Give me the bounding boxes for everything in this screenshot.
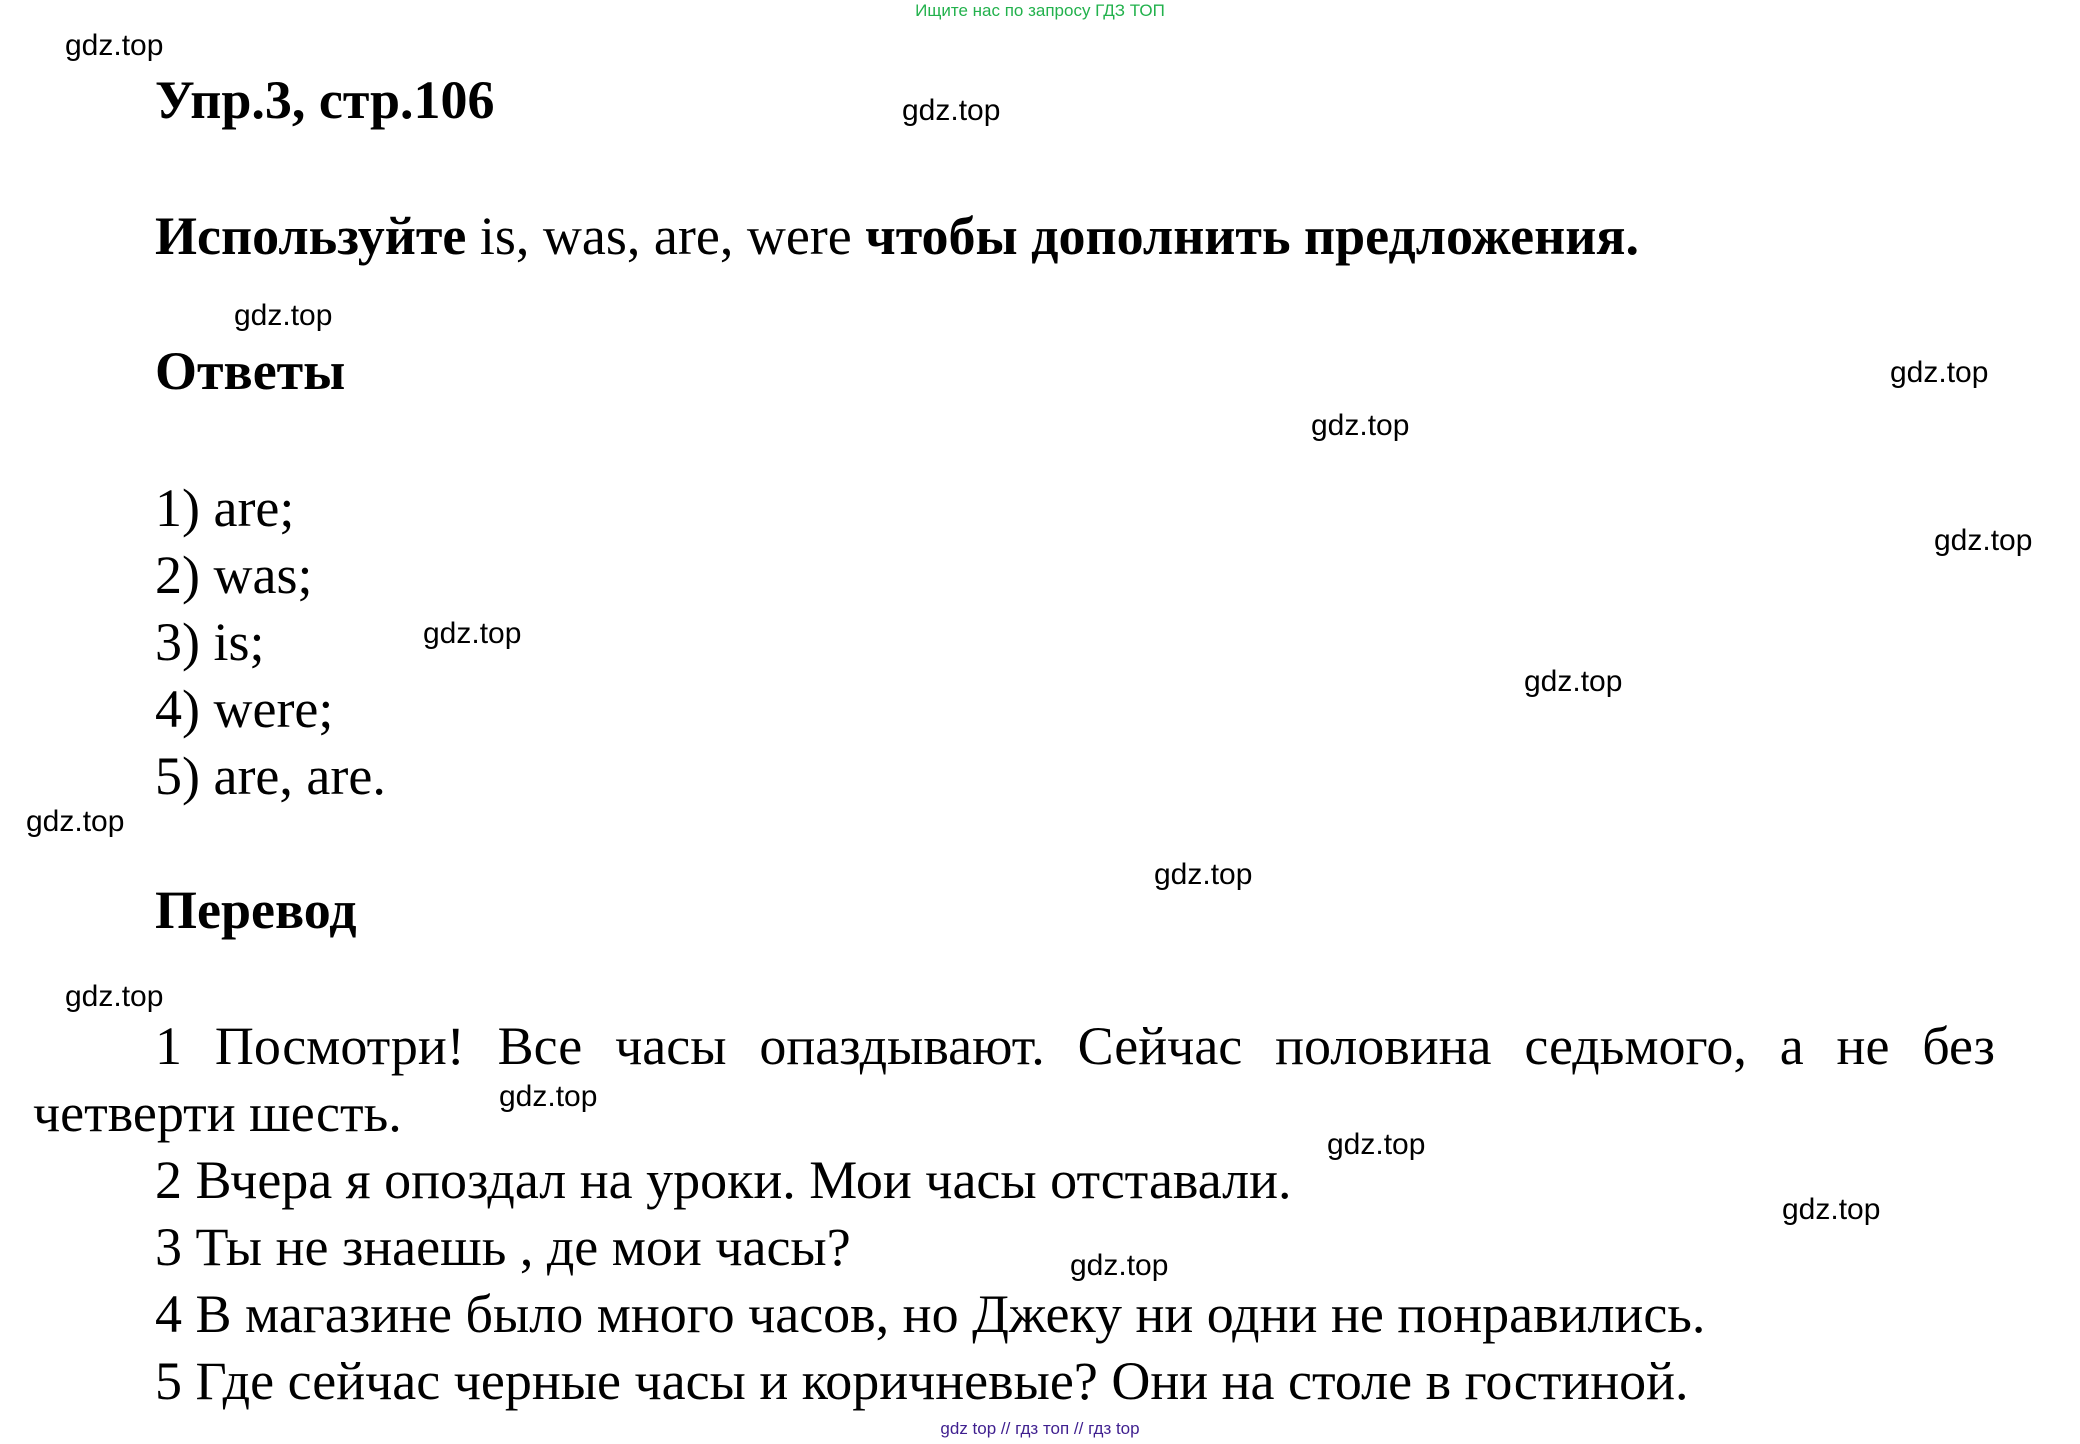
watermark: gdz.top [65, 980, 164, 1013]
translation-line: 5 Где сейчас черные часы и коричневые? Они на столе в гостиной. [155, 1351, 1689, 1411]
watermark: gdz.top [1524, 665, 1623, 698]
translation-heading: Перевод [155, 880, 357, 940]
watermark: gdz.top [1154, 858, 1253, 891]
answer-item: 1) are; [155, 478, 295, 538]
answers-heading: Ответы [155, 341, 346, 401]
watermark: gdz.top [1327, 1128, 1426, 1161]
translation-line: 2 Вчера я опоздал на уроки. Мои часы отставали. [155, 1150, 1292, 1210]
watermark: gdz.top [1890, 356, 1989, 389]
watermark: gdz.top [423, 617, 522, 650]
watermark: gdz.top [65, 29, 164, 62]
watermark: gdz.top [499, 1080, 598, 1113]
top-banner: Ищите нас по запросу ГДЗ ТОП [915, 1, 1165, 20]
watermark: gdz.top [1070, 1249, 1169, 1282]
instruction-bold-start: Используйте [155, 206, 467, 266]
translation-line: 3 Ты не знаешь , де мои часы? [155, 1217, 851, 1277]
watermark: gdz.top [26, 805, 125, 838]
answer-item: 5) are, are. [155, 746, 386, 806]
page-title: Упр.3, стр.106 [155, 70, 495, 130]
instruction-words: is, was, are, were [466, 206, 866, 266]
watermark: gdz.top [902, 94, 1001, 127]
answers-list [155, 475, 386, 810]
answer-item: 3) is; [155, 612, 265, 672]
translation-line: 1 Посмотри! Все часы опаздывают. Сейчас половина седьмого, а не без четверти шесть. [33, 1016, 1995, 1143]
instruction-bold-end: чтобы дополнить предложения. [865, 206, 1640, 266]
answer-item: 4) were; [155, 679, 334, 739]
answer-item: 2) was; [155, 545, 313, 605]
exercise-instruction [155, 204, 1639, 268]
watermark: gdz.top [1934, 524, 2033, 557]
translation-line: 4 В магазине было много часов, но Джеку ни одни не понравились. [155, 1284, 1706, 1344]
footer: gdz top // гдз топ // гдз top [940, 1419, 1140, 1438]
watermark: gdz.top [1782, 1193, 1881, 1226]
watermark: gdz.top [1311, 409, 1410, 442]
watermark: gdz.top [234, 299, 333, 332]
translation-text [33, 1013, 1995, 1415]
